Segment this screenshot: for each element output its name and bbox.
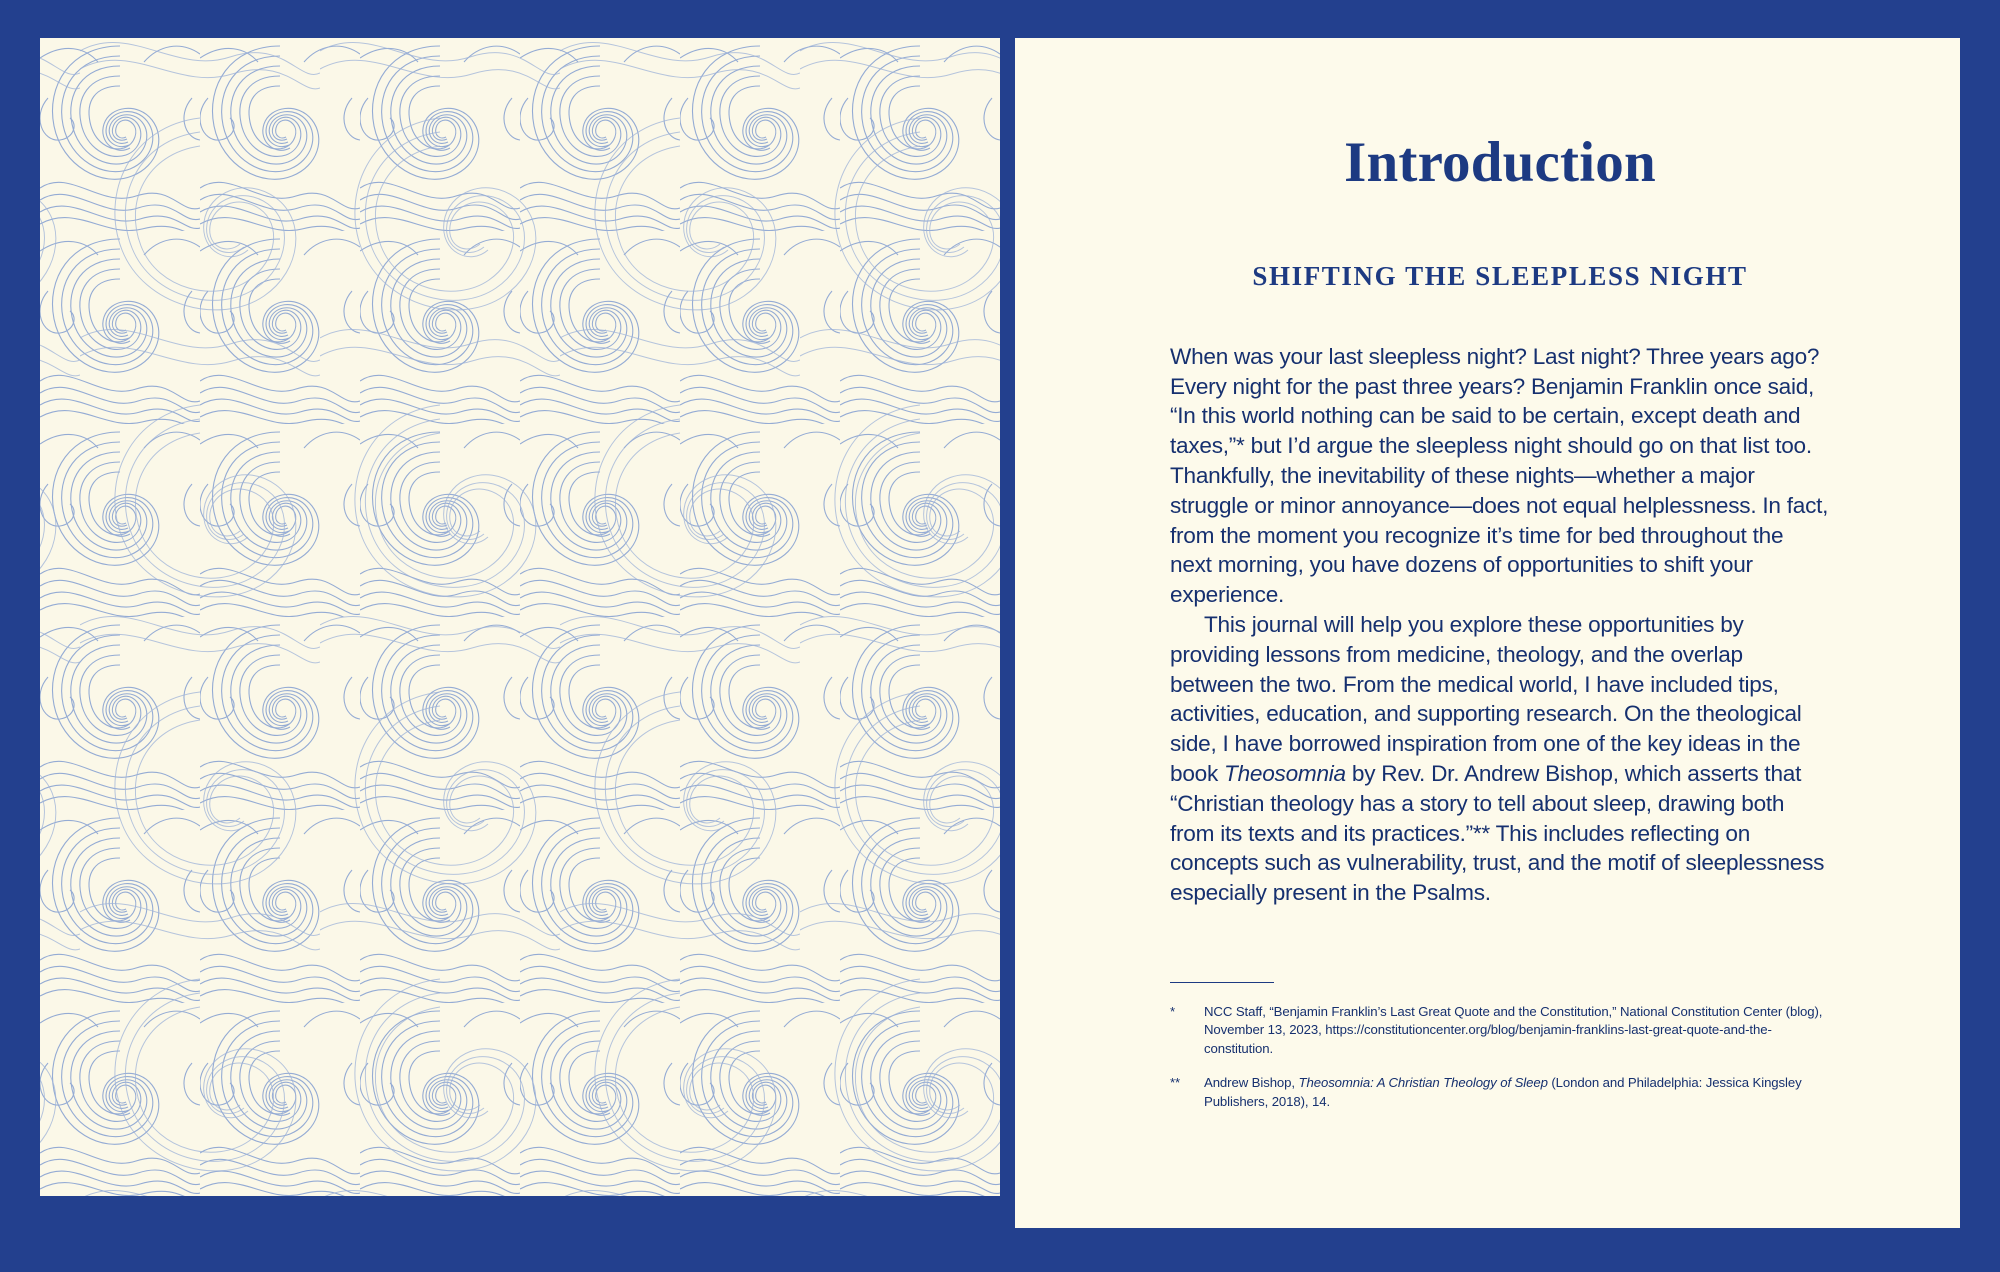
body-text	[1170, 342, 1830, 908]
text-run: Andrew Bishop,	[1204, 1075, 1299, 1091]
footnote-text	[1204, 1004, 1822, 1056]
footnote-marker: **	[1170, 1075, 1181, 1091]
footnote-text	[1204, 1075, 1802, 1109]
text-run: This journal will help you explore these opportunities by providing lessons from medicine, theology, and the overlap between the two. From the medical world, I have included tips, activities, education, and supporting research. On the theological side, I have borrowed inspiration from one of the key ideas in the book	[1170, 612, 1802, 786]
footnote-separator	[1170, 982, 1274, 983]
body-paragraph	[1170, 342, 1830, 610]
footnote-marker: *	[1170, 1003, 1176, 1019]
decorative-wave-paisley-pattern-icon	[40, 38, 1000, 1196]
section-heading: SHIFTING THE SLEEPLESS NIGHT	[1252, 260, 1748, 291]
text-run: (London and Philadelphia: Jessica Kingsley Publishers, 2018), 14.	[1204, 1075, 1802, 1109]
italic-text: Theosomnia	[1224, 761, 1346, 786]
left-page	[40, 38, 1000, 1196]
footnote	[1170, 1003, 1830, 1059]
page-title: Introduction	[1344, 131, 1656, 194]
right-page	[1015, 38, 1960, 1228]
text-run: When was your last sleepless night? Last night? Three years ago? Every night for the past three years? Benjamin Franklin once said, “In this world nothing can be said to be certain, except death and taxes,”* but I’d argue the sleepless night should go on that list too. Thankfully, the inevitability of these nights—whether a major struggle or minor annoyance—does not equal helplessness. In fact, from the moment you recognize it’s time for bed throughout the next morning, you have dozens of opportunities to shift your experience.	[1170, 343, 1829, 608]
text-run: by Rev. Dr. Andrew Bishop, which asserts that “Christian theology has a story to tell about sleep, drawing both from its texts and its practices.”** This includes reflecting on concepts such as vulnerability, trust, and the motif of sleeplessness especially present in the Psalms.	[1170, 761, 1825, 906]
page-content	[1170, 133, 1830, 1127]
text-run: NCC Staff, “Benjamin Franklin’s Last Great Quote and the Constitution,” National Constitution Center (blog), November 13, 2023, https://constitutioncenter.org/blog/benjamin-franklins-last-great-quote-and-the-constitution.	[1204, 1003, 1823, 1056]
footnotes-container	[1170, 1003, 1830, 1112]
italic-text: Theosomnia: A Christian Theology of Sleep	[1298, 1075, 1548, 1091]
footnote	[1170, 1074, 1830, 1111]
paragraph-container	[1170, 342, 1830, 908]
body-paragraph	[1170, 610, 1830, 908]
